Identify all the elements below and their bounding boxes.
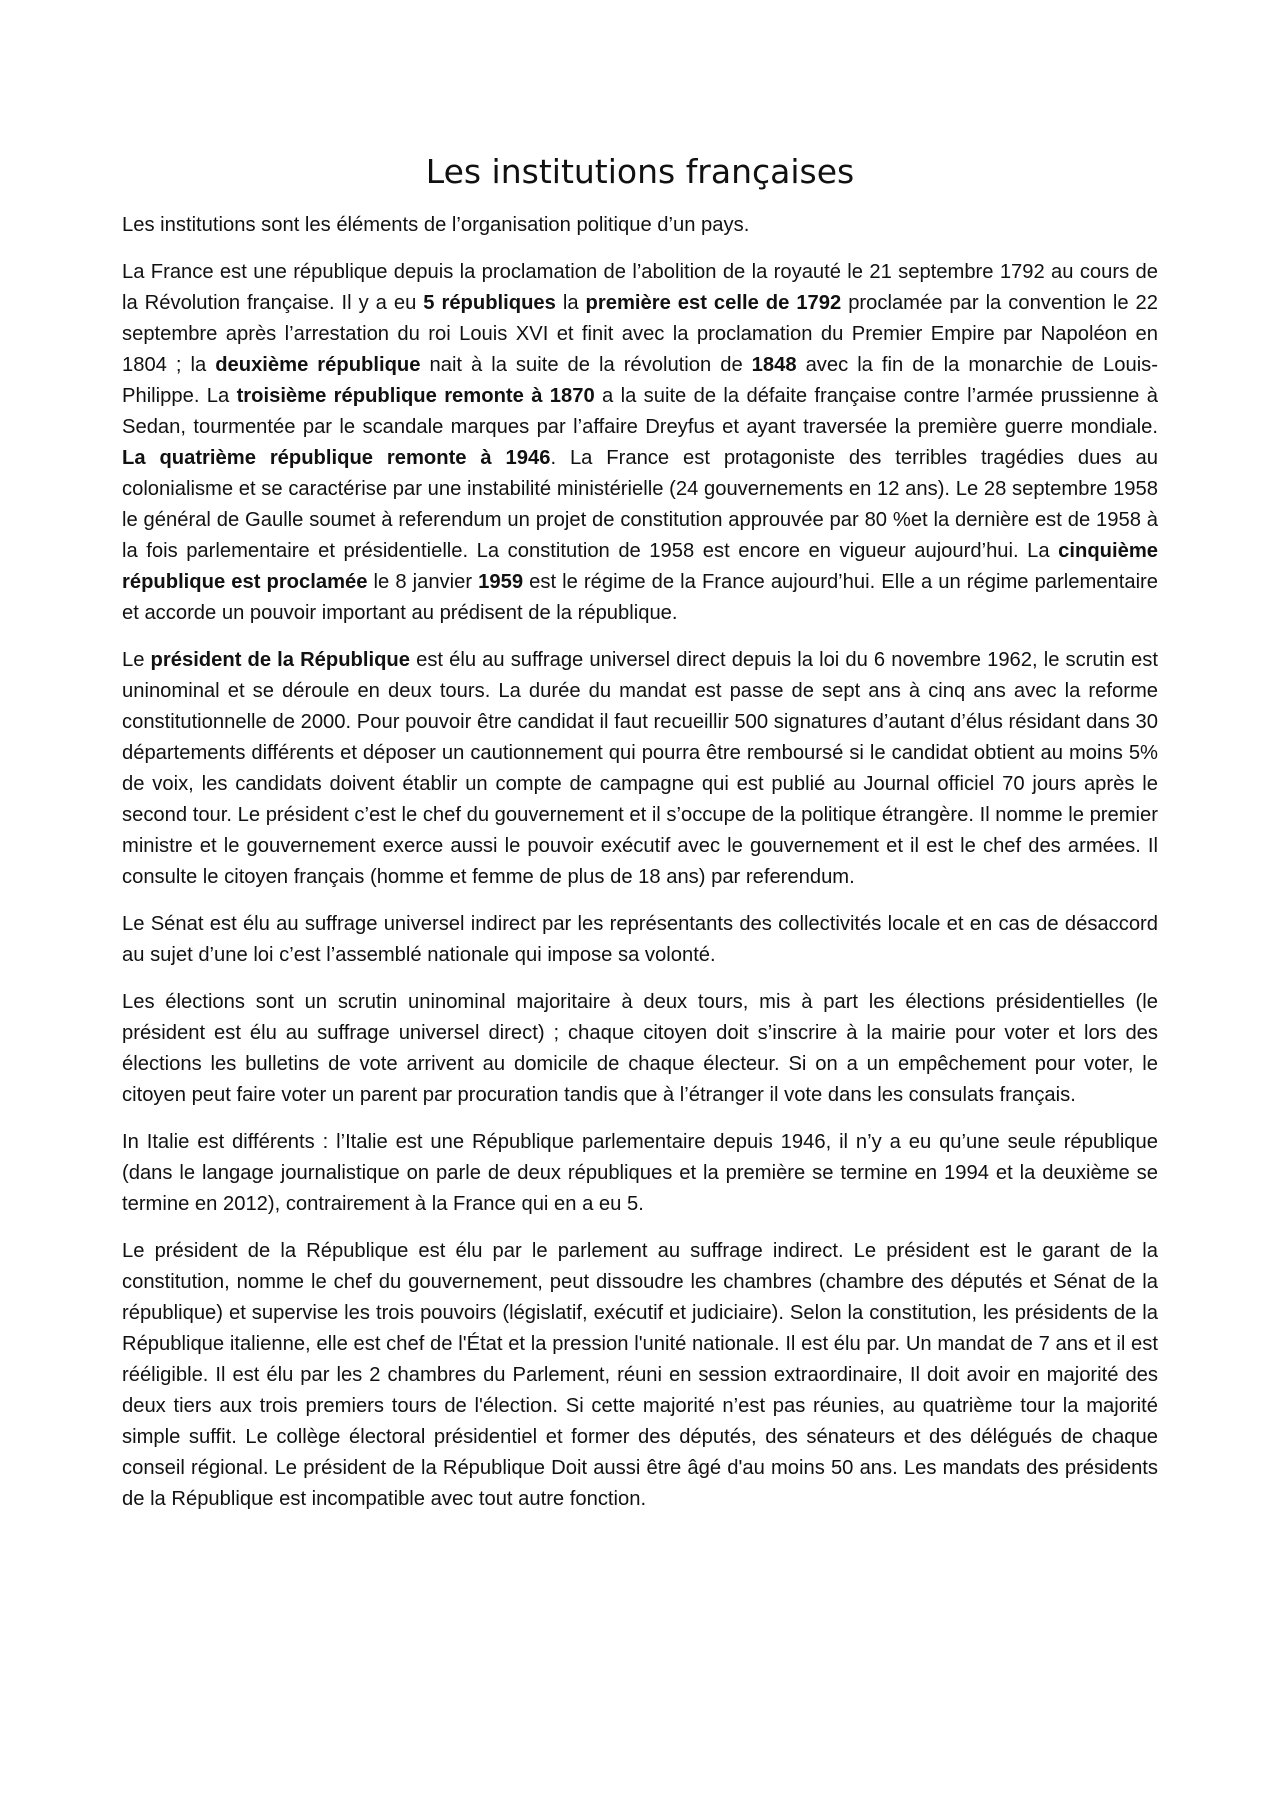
- document-title: Les institutions françaises: [425, 152, 855, 191]
- document-page: [122, 150, 1158, 1531]
- text-run: Les élections sont un scrutin uninominal majoritaire à deux tours, mis à part les élections présidentielles (le président est élu au suffrage universel direct) ; chaque citoyen doit s’inscrire à la mairie pour voter et lors des élections les bulletins de vote arrivent au domicile de chaque électeur. Si on a un empêchement pour voter, le citoyen peut faire voter un parent par procuration tandis que à l’étranger il vote dans les consulats français.: [122, 991, 1158, 1106]
- paragraph: [122, 1236, 1158, 1515]
- bold-text: troisième république remonte à 1870: [236, 385, 595, 407]
- bold-text: 1848: [751, 354, 797, 376]
- paragraph: [122, 257, 1158, 629]
- text-run: Les institutions sont les éléments de l’organisation politique d’un pays.: [122, 214, 750, 236]
- text-run: proclamée par la convention le 22 septembre après l’arrestation du roi Louis XVI et finit avec la proclamation du Premier Empire par Napoléon en 1804 ; la: [122, 292, 1158, 376]
- text-run: a la suite de la défaite française contre l’armée prussienne à Sedan, tourmentée par le scandale marques par l’affaire Dreyfus et ayant traversée la première guerre mondiale.: [122, 385, 1158, 438]
- document-body: [122, 210, 1158, 1515]
- bold-text: président de la République: [150, 649, 410, 671]
- text-run: est le régime de la France aujourd’hui. Elle a un régime parlementaire et accorde un pouvoir important au prédisent de la république.: [122, 571, 1158, 624]
- text-run: Le Sénat est élu au suffrage universel indirect par les représentants des collectivités locale et en cas de désaccord au sujet d’une loi c’est l’assemblé nationale qui impose sa volonté.: [122, 913, 1158, 966]
- text-run: la: [555, 292, 586, 314]
- text-run: Le: [122, 649, 151, 671]
- bold-text: La quatrième république remonte à 1946: [122, 447, 551, 469]
- text-run: le 8 janvier: [367, 571, 479, 593]
- text-run: . La France est protagoniste des terribles tragédies dues au colonialisme et se caractérise par une instabilité ministérielle (24 gouvernements en 12 ans). Le 28 septembre 1958 le général de Gaulle soumet à referendum un projet de constitution approuvée par 80 %et la dernière est de 1958 à la fois parlementaire et présidentielle. La constitution de 1958 est encore en vigueur aujourd’hui. La: [122, 447, 1158, 562]
- text-run: nait à la suite de la révolution de: [420, 354, 752, 376]
- bold-text: première est celle de 1792: [585, 292, 842, 314]
- text-run: La France est une république depuis la proclamation de l’abolition de la royauté le 21 septembre 1792 au cours de la Révolution française. Il y a eu: [122, 261, 1158, 314]
- text-run: Le président de la République est élu par le parlement au suffrage indirect. Le président est le garant de la constitution, nomme le chef du gouvernement, peut dissoudre les chambres (chambre des députés et Sénat de la république) et supervise les trois pouvoirs (législatif, exécutif et judiciaire). Selon la constitution, les présidents de la République italienne, elle est chef de l'État et la pression l'unité nationale. Il est élu par. Un mandat de 7 ans et il est rééligible. Il est élu par les 2 chambres du Parlement, réuni en session extraordinaire, Il doit avoir en majorité des deux tiers aux trois premiers tours de l'élection. Si cette majorité n’est pas réunies, au quatrième tour la majorité simple suffit. Le collège électoral présidentiel et former des députés, des sénateurs et des délégués de chaque conseil régional. Le président de la République Doit aussi être âgé d'au moins 50 ans. Les mandats des présidents de la République est incompatible avec tout autre fonction.: [122, 1240, 1158, 1510]
- paragraph: [122, 645, 1158, 893]
- paragraph: [122, 1127, 1158, 1220]
- bold-text: cinquième république est proclamée: [122, 540, 1158, 593]
- paragraph: [122, 909, 1158, 971]
- paragraph: [122, 210, 1158, 241]
- bold-text: deuxième république: [215, 354, 421, 376]
- text-run: avec la fin de la monarchie de Louis-Philippe. La: [122, 354, 1158, 407]
- bold-text: 1959: [478, 571, 524, 593]
- text-run: est élu au suffrage universel direct depuis la loi du 6 novembre 1962, le scrutin est uninominal et se déroule en deux tours. La durée du mandat est passe de sept ans à cinq ans avec la reforme constitutionnelle de 2000. Pour pouvoir être candidat il faut recueillir 500 signatures d’autant d’élus résidant dans 30 départements différents et déposer un cautionnement qui pourra être remboursé si le candidat obtient au moins 5% de voix, les candidats doivent établir un compte de campagne qui est publié au Journal officiel 70 jours après le second tour. Le président c’est le chef du gouvernement et il s’occupe de la politique étrangère. Il nomme le premier ministre et le gouvernement exerce aussi le pouvoir exécutif avec le gouvernement et il est le chef des armées. Il consulte le citoyen français (homme et femme de plus de 18 ans) par referendum.: [122, 649, 1158, 888]
- bold-text: 5 républiques: [423, 292, 556, 314]
- paragraph: [122, 987, 1158, 1111]
- text-run: In Italie est différents : l’Italie est une République parlementaire depuis 1946, il n’y a eu qu’une seule république (dans le langage journalistique on parle de deux républiques et la première se termine en 1994 et la deuxième se termine en 2012), contrairement à la France qui en a eu 5.: [122, 1131, 1158, 1215]
